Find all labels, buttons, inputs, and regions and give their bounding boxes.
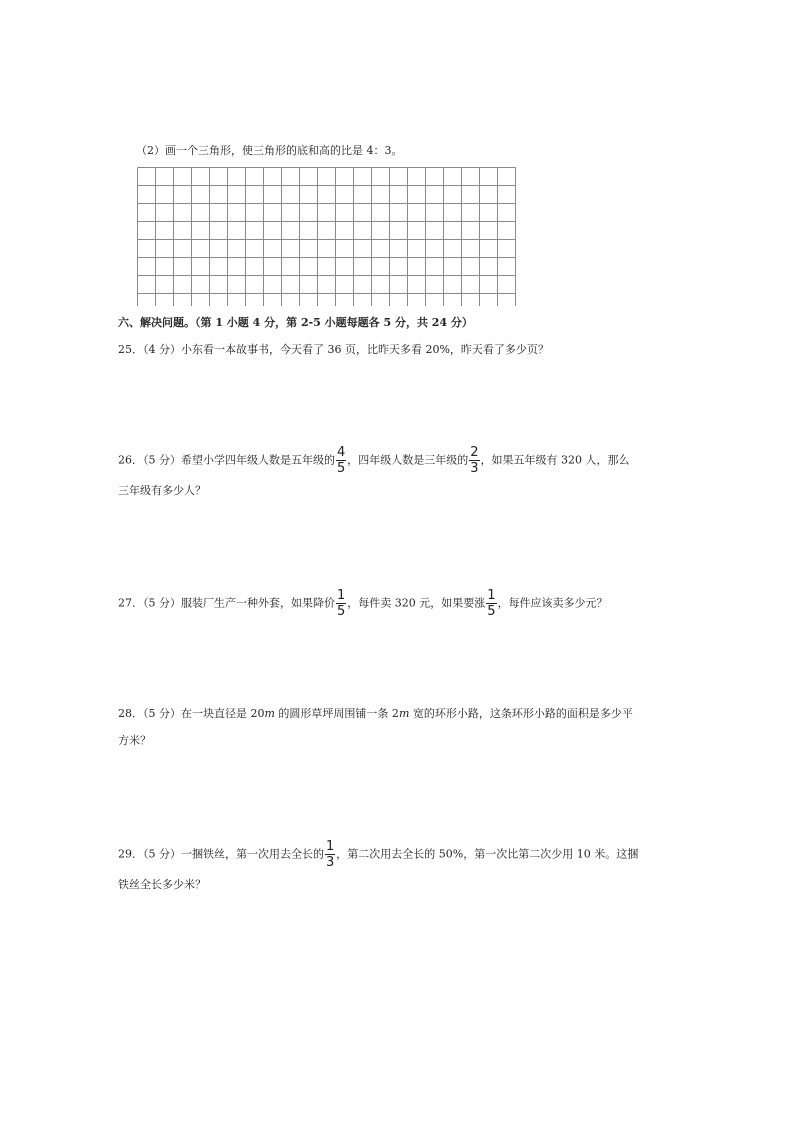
question-score: （5 分） xyxy=(143,707,181,720)
question-text: 铁丝全长多少米？ xyxy=(118,878,206,891)
fraction-numerator: 4 xyxy=(337,445,346,460)
fraction xyxy=(486,589,496,618)
unit-m: m xyxy=(264,707,275,720)
question-score: （5 分） xyxy=(143,596,181,610)
question-text: 三年级有多少人？ xyxy=(118,484,206,497)
question-text: 小东看一本故事书，今天看了 36 页，比昨天多看 20%，昨天看了多少页？ xyxy=(181,343,549,356)
question-number: 26． xyxy=(118,453,143,467)
fraction-denominator: 3 xyxy=(470,461,479,476)
question-text: 一捆铁丝，第一次用去全长的 xyxy=(181,847,324,861)
fraction xyxy=(336,589,346,618)
fraction xyxy=(469,446,479,475)
question-text: ，每件应该卖多少元？ xyxy=(497,596,608,610)
question-text: 的圆形草坪周围铺一条 2 xyxy=(274,707,399,720)
question-text: ，四年级人数是三年级的 xyxy=(347,453,469,467)
fraction xyxy=(325,840,335,869)
question-29 xyxy=(118,840,638,868)
fraction-numerator: 2 xyxy=(470,445,479,460)
question-text: ，第二次用去全长的 50%，第一次比第二次少用 10 米。这捆 xyxy=(336,847,639,861)
question-28-line2 xyxy=(118,729,151,753)
question-28 xyxy=(118,702,633,726)
drawing-grid[interactable] xyxy=(137,167,517,306)
question-text: ，如果五年级有 320 人，那么 xyxy=(480,453,630,467)
fraction-numerator: 1 xyxy=(326,839,335,854)
question-number: 27． xyxy=(118,596,143,610)
question-number: 29． xyxy=(118,847,143,861)
fraction-numerator: 1 xyxy=(337,588,346,603)
fraction xyxy=(336,446,346,475)
question-number: 28． xyxy=(118,707,143,720)
question-score: （4 分） xyxy=(143,343,181,356)
section-heading: 六、解决问题。（第 1 小题 4 分，第 2-5 小题每题各 5 分，共 24 分） xyxy=(118,316,473,329)
question-26 xyxy=(118,446,630,474)
question-text: 服装厂生产一种外套，如果降价 xyxy=(181,596,335,610)
fraction-denominator: 5 xyxy=(337,461,346,476)
question-29-line2 xyxy=(118,873,206,897)
fraction-numerator: 1 xyxy=(487,588,496,603)
question-27 xyxy=(118,589,608,617)
unit-m: m xyxy=(398,707,410,720)
question-score: （5 分） xyxy=(143,847,181,861)
fraction-denominator: 3 xyxy=(326,855,335,870)
question-number: 25． xyxy=(118,343,143,356)
fraction-denominator: 5 xyxy=(337,604,346,619)
question-25 xyxy=(118,338,549,362)
part2-prompt: （2）画一个三角形，使三角形的底和高的比是 4：3。 xyxy=(136,144,403,157)
question-text: ，每件卖 320 元，如果要涨 xyxy=(347,596,486,610)
question-text: 宽的环形小路，这条环形小路的面积是多少平 xyxy=(409,707,633,720)
question-text: 方米？ xyxy=(118,734,151,747)
question-text: 希望小学四年级人数是五年级的 xyxy=(181,453,335,467)
fraction-denominator: 5 xyxy=(487,604,496,619)
question-26-line2 xyxy=(118,479,206,503)
question-score: （5 分） xyxy=(143,453,181,467)
question-text: 在一块直径是 20 xyxy=(181,707,265,720)
